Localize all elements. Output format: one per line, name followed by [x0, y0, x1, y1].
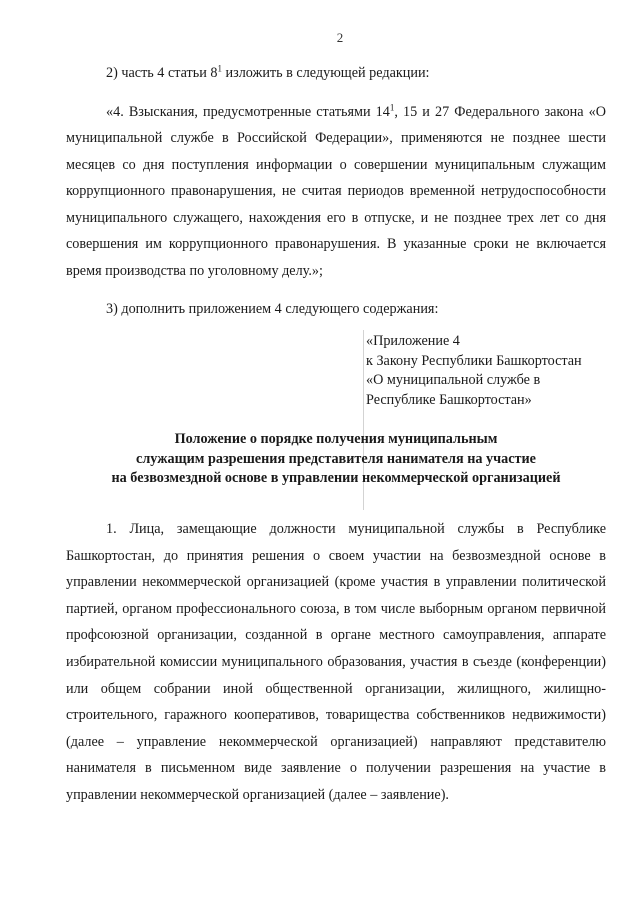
appendix-line-1: «Приложение 4	[366, 333, 460, 349]
regulation-body	[66, 516, 606, 809]
quote-text-b: , 15 и 27 Федерального закона «О муниципальной службе в Российской Федерации», применяются не позднее шести месяцев со дня поступления информации о совершении муниципальным служащим коррупционного правонарушения, не считая периодов временной нетрудоспособности муниципального служащего, нахождения его в отпуске, и не позднее трех лет со дня совершения им коррупционного правонарушения. В указанные сроки не включается время производства по уголовному делу.»;	[66, 103, 606, 279]
regulation-title-line-1: Положение о порядке получения муниципальным	[174, 431, 498, 447]
item-2-text-a: 2) часть 4 статьи 8	[106, 65, 218, 81]
page-number: 2	[336, 30, 344, 45]
quoted-amendment-paragraph	[66, 99, 606, 285]
item-2-superscript: 1	[217, 63, 222, 74]
quote-text-a: «4. Взыскания, предусмотренные статьями 14	[106, 103, 390, 120]
regulation-title-line-3: на безвозмездной основе в управлении некоммерческой организацией	[111, 470, 561, 486]
regulation-title	[66, 430, 606, 489]
appendix-header	[366, 332, 616, 410]
appendix-line-2: к Закону Республики Башкортостан	[366, 352, 582, 369]
quote-superscript: 1	[389, 101, 395, 112]
item-2-text-b: изложить в следующей редакции:	[221, 65, 430, 81]
appendix-line-3: «О муниципальной службе в	[366, 372, 541, 388]
amendment-text	[66, 60, 606, 323]
item-3-paragraph: 3) дополнить приложением 4 следующего содержания:	[106, 301, 439, 317]
item-2-paragraph	[66, 60, 606, 87]
regulation-paragraph-1: 1. Лица, замещающие должности муниципальной службы в Республике Башкортостан, до принятия решения о своем участии на безвозмездной основе в управлении некоммерческой организацией (кроме участия в управлении политической партией, органом профессионального союза, в том числе выборным органом первичной профсоюзной организации, созданной в органе местного самоуправления, аппарате избирательной комиссии муниципального образования, участия в съезде (конференции) или общем собрании иной общественной организации, жилищного, жилищно-строительного, гаражного кооперативов, товарищества собственников недвижимости) (далее – управление некоммерческой организацией) направляют представителю нанимателя в письменном виде заявление о получении разрешения на участие в управлении некоммерческой организацией (далее – заявление).	[66, 521, 606, 803]
regulation-title-line-2: служащим разрешения представителя нанимателя на участие	[136, 450, 536, 467]
appendix-line-4: Республике Башкортостан»	[366, 391, 532, 408]
